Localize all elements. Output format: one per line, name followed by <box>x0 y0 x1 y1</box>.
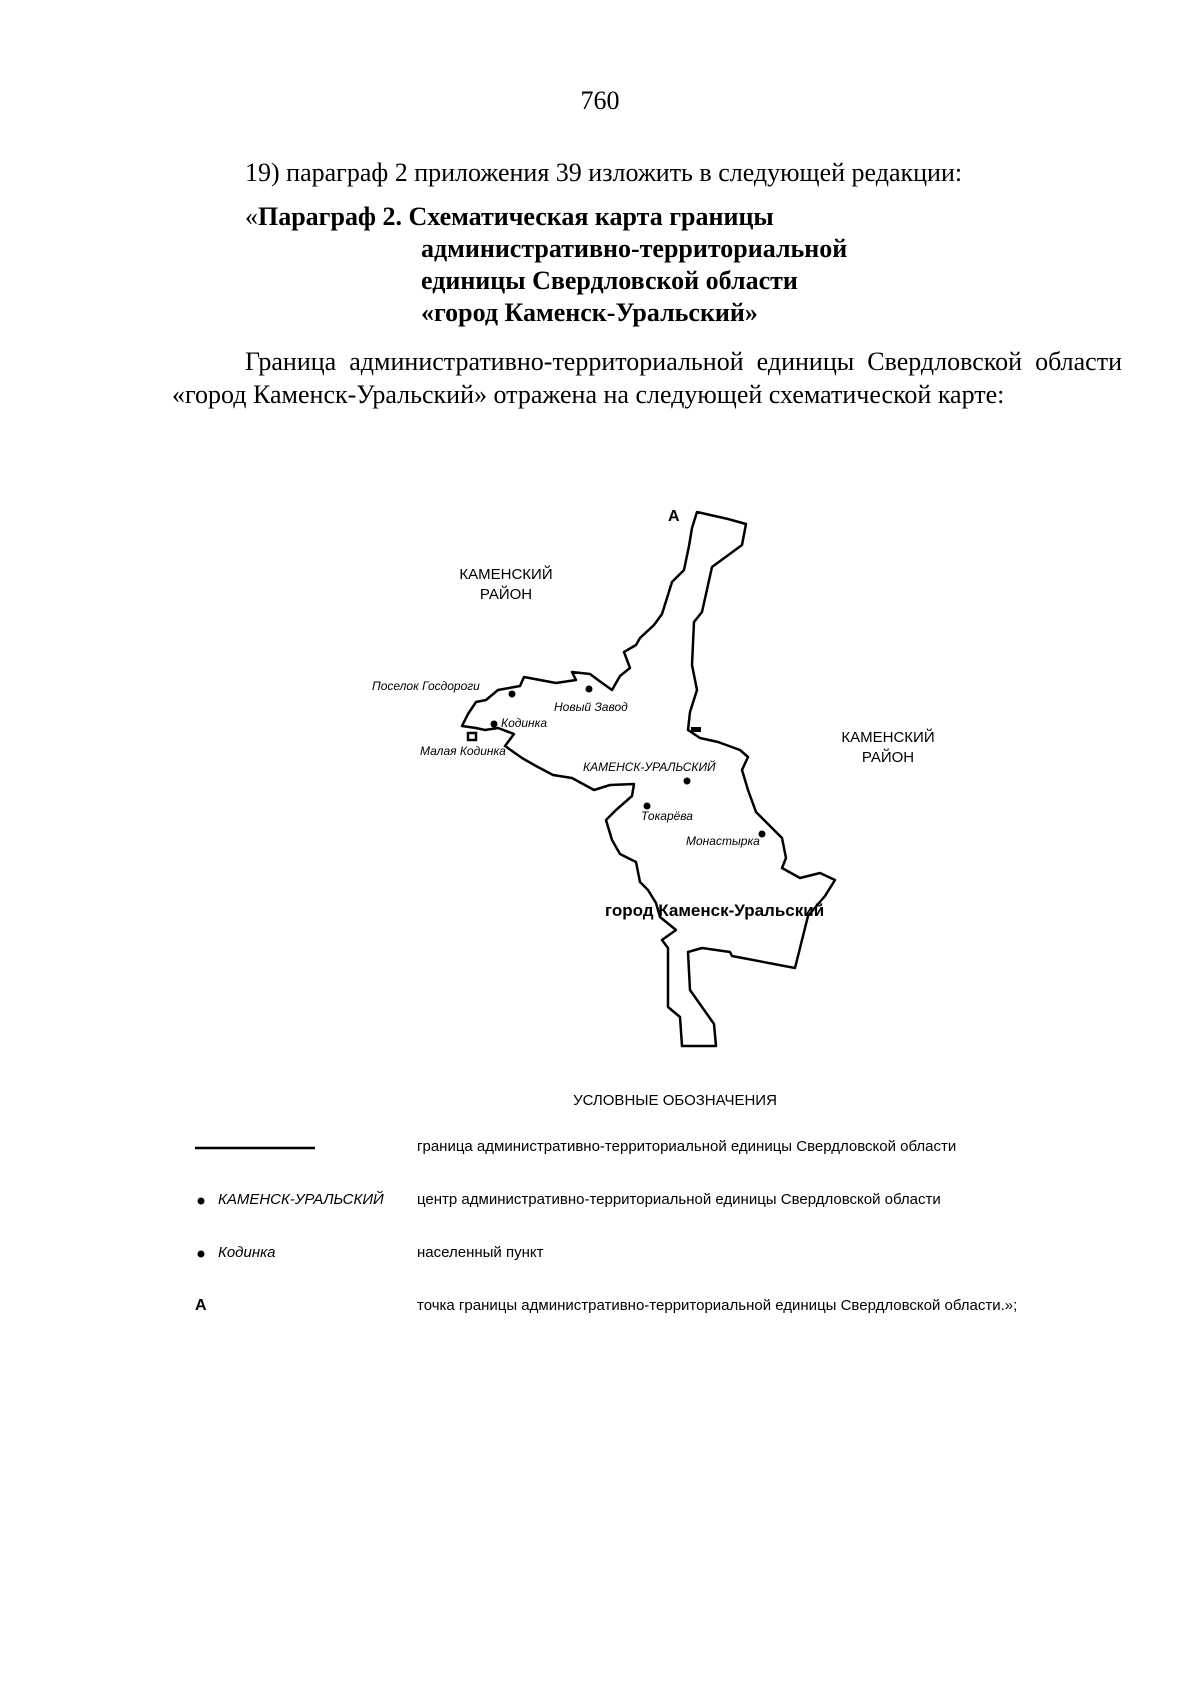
page-number: 760 <box>580 86 620 115</box>
legend-point-symbol: А <box>195 1297 207 1314</box>
legend-center-dot <box>198 1198 205 1205</box>
district-label-e-line1: КАМЕНСКИЙ <box>841 729 935 746</box>
district-label-east <box>828 728 948 768</box>
legend-settlement-dot <box>198 1251 205 1258</box>
point-label-a: А <box>668 508 680 525</box>
novy-zavod-dot <box>586 686 593 693</box>
settlement-label-gosdorogi: Поселок Госдороги <box>372 679 480 693</box>
kodinka-dot <box>491 721 498 728</box>
settlement-label-kodinka: Кодинка <box>501 716 547 730</box>
center-dot <box>684 778 691 785</box>
heading-line-1: Параграф 2. Схематическая карта границы <box>258 202 774 231</box>
settlement-label-monastyrka: Монастырка <box>686 834 760 848</box>
settlement-label-malaya-kodinka: Малая Кодинка <box>420 744 506 758</box>
intro-paragraph: Граница административно-территориальной единицы Свердловской области «город Каменск-Уральский» отражена на следующей схематической карте: <box>172 347 1122 409</box>
district-label-nw-line1: КАМЕНСКИЙ <box>459 566 553 583</box>
district-label-northwest <box>446 565 566 605</box>
gosdorogi-dot <box>509 691 516 698</box>
heading-line-2: административно-территориальной <box>421 234 848 263</box>
heading-line-3: единицы Свердловской области <box>421 266 798 295</box>
legend-boundary-description: граница административно-территориальной единицы Свердловской области <box>417 1138 957 1155</box>
amendment-instruction: 19) параграф 2 приложения 39 изложить в следующей редакции: <box>245 158 963 187</box>
heading-open-quote: « <box>245 202 258 231</box>
city-name-label: город Каменск-Уральский <box>605 901 825 920</box>
legend-center-description: центр административно-территориальной единицы Свердловской области <box>417 1191 941 1208</box>
boundary-marker <box>691 727 701 732</box>
legend-point-description: точка границы административно-территориальной единицы Свердловской области.»; <box>417 1297 1018 1314</box>
heading-line-4: «город Каменск-Уральский» <box>421 298 758 327</box>
district-label-e-line2: РАЙОН <box>861 749 915 766</box>
legend-settlement-description: населенный пункт <box>417 1244 544 1261</box>
legend-center-symbol: КАМЕНСК-УРАЛЬСКИЙ <box>218 1191 384 1208</box>
legend-title: УСЛОВНЫЕ ОБОЗНАЧЕНИЯ <box>573 1092 777 1109</box>
settlement-label-novy-zavod: Новый Завод <box>554 700 628 714</box>
settlement-label-tokareva: Токарёва <box>641 809 693 823</box>
center-label: КАМЕНСК-УРАЛЬСКИЙ <box>583 760 716 774</box>
legend-settlement-symbol: Кодинка <box>218 1244 276 1261</box>
district-label-nw-line2: РАЙОН <box>479 586 533 603</box>
malaya-kodinka-parcel <box>468 733 476 740</box>
